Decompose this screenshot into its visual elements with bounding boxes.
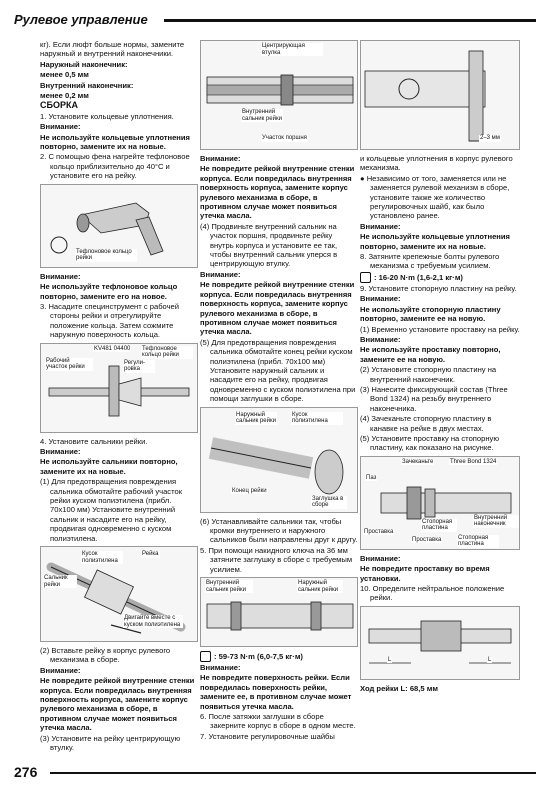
column-1	[40, 40, 198, 753]
figure-label: Зачеканьте	[402, 458, 434, 465]
step: (3) Установите на рейку центрирующую втулку.	[40, 733, 181, 753]
figure-label: Кусок полиэтилена	[291, 412, 343, 425]
column-3	[360, 40, 520, 694]
step: 10. Определите нейтральное положение рейки.	[360, 584, 505, 603]
torque-wrench-icon	[200, 651, 211, 662]
step: (5) Для предотвращения повреждения сальника обмотайте конец рейки куском полиэтилена (прибл. 70х100 мм) Установите наружный сальник и насадите его на рейку, продвигая одновременно с куском полиэтилена при помощи заглушки в сборе.	[200, 337, 356, 404]
step: (2) Установите стопорную пластину на внутренний наконечник.	[360, 365, 497, 384]
torque-spec	[200, 651, 358, 662]
warning-text: Не повредите проставку во время установки.	[360, 564, 490, 583]
figure-label: Стопорная пластина	[457, 535, 499, 548]
figure-lock-plate	[360, 456, 520, 550]
figure-label: Регули-ровка	[123, 360, 155, 373]
figure-label: Стопорная пластина	[421, 519, 457, 532]
figure-rack-stroke	[360, 606, 520, 680]
warning-text: Не используйте проставку повторно, замените ее на новую.	[360, 345, 501, 364]
spec-label: Внутренний наконечник:	[40, 80, 134, 90]
figure-seal-direction	[200, 577, 358, 647]
page-header	[14, 8, 536, 30]
step: 8. Затяните крепежные болты рулевого механизма с требуемым усилием.	[360, 252, 500, 271]
bullet-text: Независимо от того, заменяется или не заменяется рулевой механизм в сборе, установите также же количество регулировочных шайб, как было установлено ранее.	[366, 173, 510, 221]
warning-text: Не используйте стопорную пластину повторно, замените ее на новую.	[360, 304, 501, 324]
step: 9. Установите стопорную пластину на рейку.	[360, 283, 517, 293]
warning-title: Внимание:	[360, 221, 401, 231]
warning-text: Не используйте кольцевые уплотнения повторно, замените их на новые.	[40, 132, 190, 152]
bullet-item: ● Независимо от того, заменяется или не заменяется рулевой механизм в сборе, установите также же количество регулировочных шайб, как было установлено ранее.	[360, 173, 510, 221]
warning-title: Внимание:	[200, 663, 241, 672]
warning-text: Не повредите рейкой внутренние стенки корпуса. Если повредилась внутренняя поверхность корпуса, замените корпус рулевого механизма в сборе, в противном случае может появиться утечка масла.	[40, 676, 195, 733]
dimension-label-right: L	[488, 656, 492, 663]
warning-title: Внимание:	[200, 154, 241, 163]
figure-label: Участок поршня	[262, 135, 307, 141]
section-title: Рулевое управление	[14, 12, 148, 27]
step: 6. После затяжки заглушки в сборе закерните корпус в сборе в одном месте.	[200, 712, 356, 731]
warning-text: Не повредите рейкой внутренние стенки корпуса. Если повредилась внутренняя поверхность корпуса, замените корпус рулевого механизма в сборе, в противном случае может появиться утечка масла.	[200, 280, 355, 337]
figure-label: Центрирующая втулка	[261, 43, 323, 56]
paragraph: кг). Если люфт больше нормы, замените наружный и внутренний наконечники.	[40, 40, 185, 59]
dimension-label-left: L	[388, 656, 392, 663]
tool-number-label: KV481 04400	[94, 345, 131, 352]
figure-label: Внутренний сальник рейки	[242, 109, 282, 122]
warning-text: Не используйте сальники повторно, замените их на новые.	[40, 457, 178, 476]
figure-label: Конец рейки	[232, 487, 267, 494]
warning-text: Не используйте тефлоновое кольцо повторно, замените его на новое.	[40, 282, 178, 301]
figure-label: Тефлоновое кольцо рейки	[75, 249, 137, 262]
figure-label: Наружный сальник рейки	[297, 580, 343, 593]
torque-value: : 16-20 N·m (1,6-2,1 кг·м)	[374, 272, 463, 282]
crimp-point-drawing	[361, 41, 519, 149]
figure-special-tool	[40, 343, 198, 433]
figure-label: Рейка	[142, 551, 159, 557]
figure-label: Внутренний сальник рейки	[205, 580, 253, 593]
warning-text: Не повредите поверхность рейки. Если повредилась поверхность рейки, замените ее, в противном случае может появиться утечка масла.	[200, 673, 352, 711]
warning-text: Не повредите рейкой внутренние стенки корпуса. Если повредилась внутренняя поверхность корпуса, замените корпус рулевого механизма в сборе, в противном случае может появиться утечка масла.	[200, 164, 355, 221]
figure-heat-gun	[40, 184, 198, 268]
rack-stroke-spec: Ход рейки L: 68,5 мм	[360, 683, 438, 693]
figure-label: Заглушка в сборе	[311, 496, 347, 509]
warning-title: Внимание:	[40, 122, 81, 132]
header-rule	[164, 19, 536, 22]
rack-stroke-drawing	[361, 607, 519, 679]
figure-seal-poly	[40, 546, 198, 642]
figure-label: Three Bond 1324	[450, 458, 497, 465]
step: (3) Нанесите фиксирующий состав (Three Bond 1324) на резьбу внутреннего наконечника.	[360, 384, 508, 413]
warning-title: Внимание:	[360, 294, 401, 304]
spec-value: менее 0,2 мм	[40, 91, 89, 101]
warning-title: Внимание:	[200, 269, 241, 279]
torque-spec	[360, 272, 520, 283]
section-heading: СБОРКА	[40, 100, 78, 111]
warning-title: Внимание:	[360, 334, 401, 344]
step: 4. Установите сальники рейки.	[40, 436, 148, 446]
figure-crimp-point	[360, 40, 520, 150]
warning-title: Внимание:	[40, 271, 81, 281]
step: 1. Установите кольцевые уплотнения.	[40, 111, 174, 121]
figure-label: Проставка	[364, 528, 394, 535]
figure-label: Наружный сальник рейки	[236, 411, 276, 425]
figure-centering-sleeve	[200, 40, 358, 150]
centering-sleeve-drawing	[201, 41, 357, 149]
spec-label: Наружный наконечник:	[40, 59, 128, 69]
column-2	[200, 40, 358, 742]
page-number: 276	[14, 764, 38, 780]
step: 2. С помощью фена нагрейте тефлоновое кольцо приблизительно до 40°C и установите его на рейку.	[40, 152, 190, 181]
step: (4) Зачеканьте стопорную пластину в канавке на рейке в двух местах.	[360, 414, 492, 433]
step: 5. При помощи накидного ключа на 36 мм затяните заглушку в сборе с требуемым усилием.	[200, 545, 353, 574]
dimension-label: 2–3 мм	[480, 135, 500, 141]
step: (2) Вставьте рейку в корпус рулевого механизма в сборе.	[40, 646, 171, 665]
spec-value: менее 0,5 мм	[40, 70, 89, 80]
figure-label: Внутренний наконечник	[473, 515, 519, 528]
warning-title: Внимание:	[40, 665, 81, 675]
figure-label: Кусок полиэтилена	[81, 551, 123, 564]
warning-title: Внимание:	[40, 446, 81, 456]
step: (6) Устанавливайте сальники так, чтобы кромки внутреннего и наружного сальников были направлены друг к другу.	[200, 516, 358, 545]
figure-outer-seal	[200, 407, 358, 513]
step: 3. Насадите специнструмент с рабочей стороны рейки и отрегулируйте положение кольца. Затем сожмите наружную поверхность кольца.	[40, 301, 180, 340]
figure-label: Паз	[366, 474, 377, 481]
step: (4) Продвиньте внутренний сальник на участок поршня, продвиньте рейку внутрь корпуса и установите ее так, чтобы внутренний сальник уперся в центрирующую втулку.	[200, 221, 338, 269]
paragraph: и кольцевые уплотнения в корпус рулевого механизма.	[360, 154, 513, 173]
step: (1) Для предотвращения повреждения сальника обмотайте рабочий участок рейки куском полиэтилена (прибл. 70х100 мм) Установите внутренний сальник и насадите его на рейку, продвигая одновременно с куском полиэтилена.	[40, 477, 183, 543]
step: (5) Установите проставку на стопорную пластину, как показано на рисунке.	[360, 433, 500, 453]
step: 7. Установите регулировочные шайбы	[200, 731, 335, 741]
figure-label: Двигайте вместе с куском полиэтилена	[123, 615, 183, 628]
torque-wrench-icon	[360, 272, 371, 283]
torque-value: : 59-73 N·m (6,0-7,5 кг·м)	[214, 651, 303, 661]
warning-title: Внимание:	[360, 553, 401, 563]
figure-label: Проставка	[412, 536, 442, 543]
figure-label: Рабочий участок рейки	[45, 358, 93, 371]
figure-label: Тефлоновое кольцо рейки	[141, 346, 193, 359]
figure-label: Сальник рейки	[43, 575, 77, 588]
footer-rule	[50, 772, 536, 774]
warning-text: Не используйте кольцевые уплотнения повторно, замените их на новые.	[360, 232, 510, 251]
step: (1) Временно установите проставку на рейку.	[360, 324, 520, 334]
